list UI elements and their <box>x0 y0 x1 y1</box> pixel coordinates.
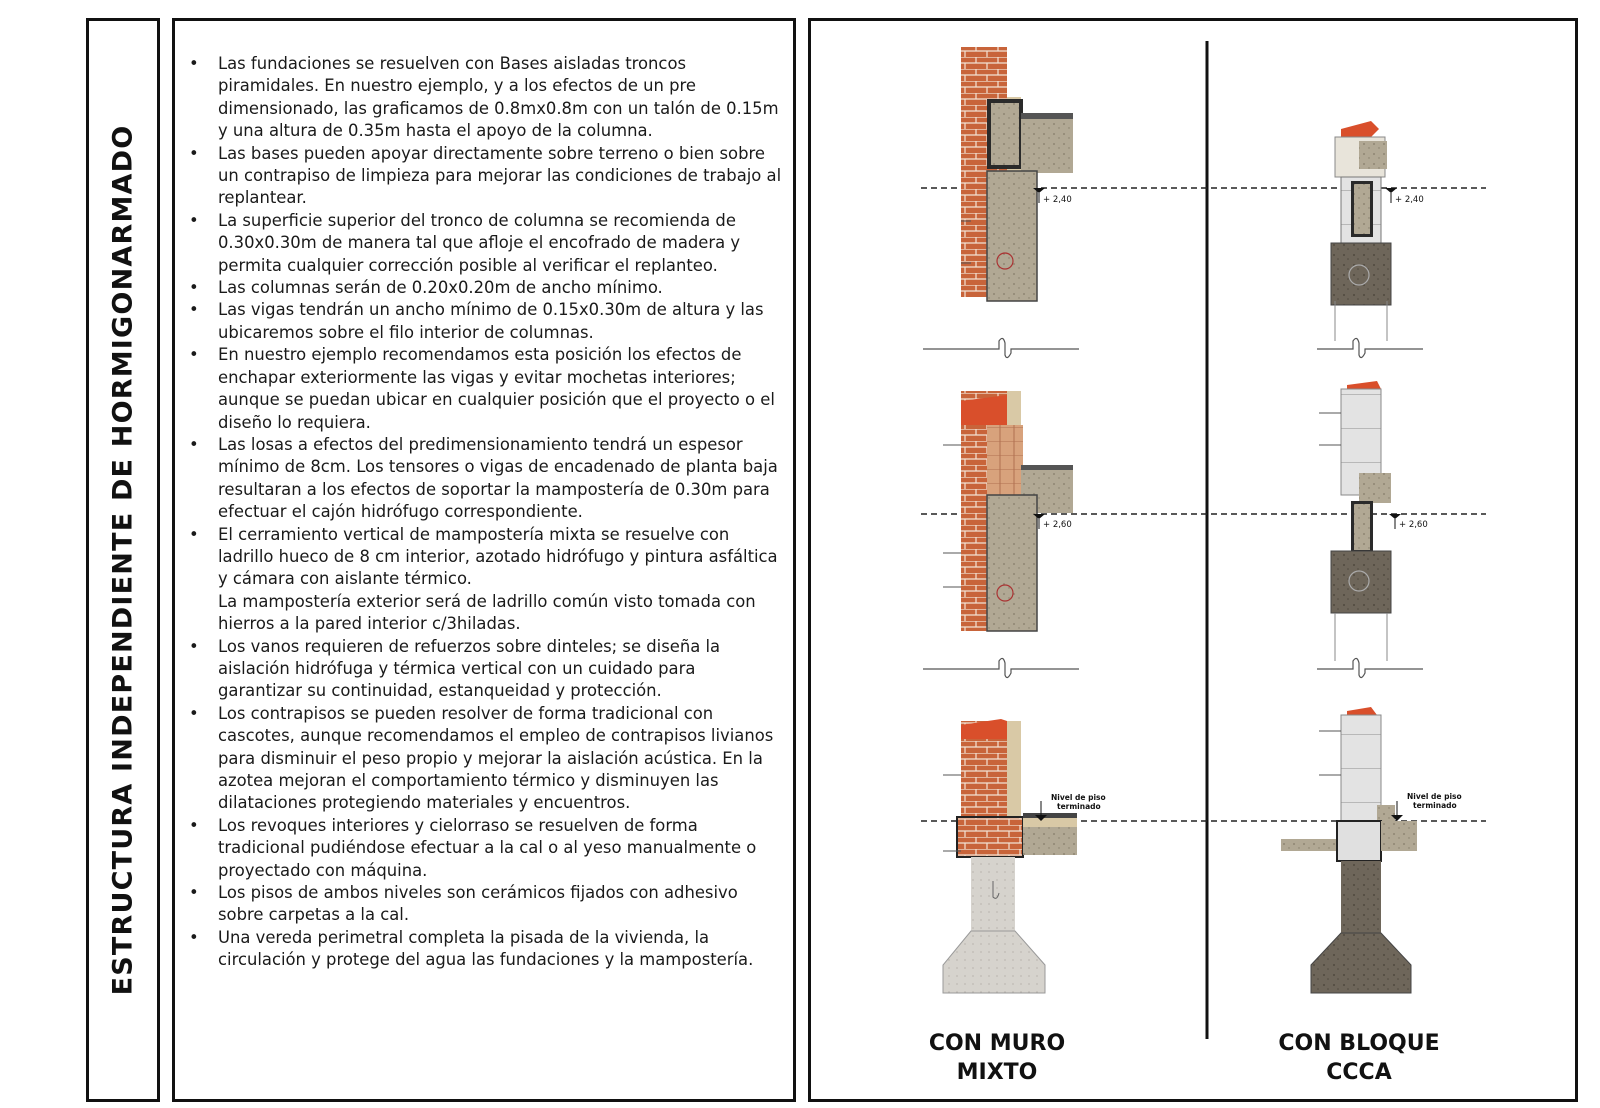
level-label-upper-left: + 2,40 <box>1043 195 1072 205</box>
left-section-bottom <box>943 719 1077 993</box>
roof-tile-top <box>1341 121 1379 137</box>
sidewalk <box>1281 839 1337 851</box>
roof-tile-middle <box>1347 381 1381 389</box>
caption-bloque-ccca <box>1259 1029 1459 1087</box>
bullet-text: Los vanos requieren de refuerzos sobre dinteles; se diseña la aislación hidrófuga y térmica vertical con un cuidado para garantizar su continuidad, estanqueidad y protección. <box>218 636 721 701</box>
level-label-middle-left: + 2,60 <box>1043 520 1072 530</box>
bullet-text: Las fundaciones se resuelven con Bases aisladas troncos piramidales. En nuestro ejemplo, y a los efectos de un pre dimensionado, las graficamos de 0.8mx0.8m con un talón de 0.15m y una altura de 0.35m hasta el apoyo de la columna. <box>218 54 779 141</box>
bullet-text: En nuestro ejemplo recomendamos esta posición los efectos de enchapar exteriormente las vigas y evitar mochetas interiores; aunque se puedan ubicar en cualquier posición que el proyecto o el diseño lo requiera. <box>218 345 775 432</box>
floor-label-left-2: terminado <box>1057 802 1101 811</box>
bullet-dot-icon: • <box>189 524 199 544</box>
left-break-2 <box>923 658 1079 677</box>
bullet-item <box>175 143 783 210</box>
right-section-middle <box>1319 381 1391 661</box>
title-panel <box>86 18 160 1102</box>
bullet-dot-icon: • <box>189 883 199 903</box>
bullet-text: El cerramiento vertical de mampostería mixta se resuelve con ladrillo hueco de 8 cm interior, azotado hidrófugo y pintura asfáltica y cámara con aislante térmico. La mampostería exterior será de ladrillo común visto tomada con hierros a la pared interior c/3hiladas. <box>218 524 778 634</box>
drawing-panel <box>808 18 1578 1102</box>
bullet-text: Las vigas tendrán un ancho mínimo de 0.15x0.30m de altura y las ubicaremos sobre el filo interior de columnas. <box>218 300 764 342</box>
text-panel <box>172 18 796 1102</box>
right-section-bottom <box>1281 707 1417 993</box>
caption-left-line1: CON MURO <box>928 1031 1066 1056</box>
bullet-dot-icon: • <box>189 703 199 723</box>
lintel-middle <box>987 425 1023 495</box>
level-marker-middle-left <box>1033 514 1072 530</box>
page-title: ESTRUCTURA INDEPENDIENTE DE HORMIGONARMADO <box>107 124 139 996</box>
column-stub-right <box>1341 861 1381 933</box>
construction-drawings <box>811 21 1575 1099</box>
chain-beam <box>957 817 1023 857</box>
bullet-item <box>175 277 783 299</box>
footing-left <box>943 931 1045 993</box>
bullet-item <box>175 210 783 277</box>
column-right-middle <box>1331 551 1391 613</box>
caption-left-line2: MIXTO <box>956 1060 1038 1085</box>
floor-slab <box>1023 827 1077 855</box>
floor-label-right-1: Nivel de piso <box>1407 792 1462 801</box>
bullet-item <box>175 434 783 524</box>
bullet-dot-icon: • <box>189 636 199 656</box>
bullet-text: Las bases pueden apoyar directamente sobre terreno o bien sobre un contrapiso de limpieza para mejorar las condiciones de trabajo al replantear. <box>218 143 782 208</box>
right-break-1 <box>1317 338 1423 357</box>
beam-top <box>991 103 1019 165</box>
bullet-text: Una vereda perimetral completa la pisada de la vivienda, la circulación y protege del agua las fundaciones y la mampostería. <box>218 927 754 970</box>
column-middle <box>987 495 1037 631</box>
footing-right <box>1311 933 1411 993</box>
level-marker-middle-right <box>1389 514 1428 530</box>
bullet-text: La superficie superior del tronco de columna se recomienda de 0.30x0.30m de manera tal que afloje el encofrado de madera y permita cualquier corrección posible al verificar el replanteo. <box>218 210 741 275</box>
level-label-upper-right: + 2,40 <box>1395 195 1424 205</box>
bullet-text: Las losas a efectos del predimensionamiento tendrá un espesor mínimo de 8cm. Los tensores o vigas de encadenado de planta baja resultaran a los efectos de soportar la mampostería de 0.30m para efectuar el cajón hidrófugo correspondiente. <box>218 434 778 522</box>
right-break-2 <box>1317 658 1423 677</box>
bullet-text: Los pisos de ambos niveles son cerámicos fijados con adhesivo sobre carpetas a la cal. <box>218 883 738 925</box>
bullet-text: Los revoques interiores y cielorraso se resuelven de forma tradicional pudiéndose efectuar a la cal o al yeso manualmente o proyectado con máquina. <box>218 815 757 880</box>
bullet-item <box>175 882 783 927</box>
right-section-top <box>1331 121 1391 341</box>
block-bottom <box>1341 715 1381 821</box>
bullet-item <box>175 703 783 815</box>
bullet-text: Las columnas serán de 0.20x0.20m de ancho mínimo. <box>218 278 663 298</box>
left-section-top <box>961 47 1073 301</box>
bullet-item <box>175 815 783 882</box>
bullet-dot-icon: • <box>189 54 199 73</box>
floor-label-right-2: terminado <box>1413 801 1457 810</box>
bullet-dot-icon: • <box>189 143 199 163</box>
left-break-1 <box>923 338 1079 357</box>
bullet-item <box>175 927 783 972</box>
bullet-item <box>175 344 783 434</box>
bullet-item <box>175 524 783 636</box>
level-label-middle-right: + 2,60 <box>1399 520 1428 530</box>
caption-right-line1: CON BLOQUE <box>1278 1031 1440 1056</box>
slab-finish-top <box>1021 113 1073 119</box>
bullet-dot-icon: • <box>189 345 199 365</box>
left-section-middle <box>943 391 1073 631</box>
slab-top <box>1021 117 1073 173</box>
level-marker-upper-left <box>1033 188 1072 205</box>
bullet-dot-icon: • <box>189 815 199 835</box>
caption-right-line2: CCCA <box>1326 1060 1392 1085</box>
level-marker-upper-right <box>1385 188 1424 205</box>
bullet-dot-icon: • <box>189 434 199 454</box>
column-right-top <box>1331 243 1391 305</box>
bullet-item <box>175 299 783 344</box>
bullet-dot-icon: • <box>189 210 199 230</box>
bullet-text: Los contrapisos se pueden resolver de forma tradicional con cascotes, aunque recomendamos el empleo de contrapisos livianos para disminuir el peso propio y mejorar la aislación acústica. En la azotea mejoran el comportamiento térmico y disminuyen las dilataciones protegiendo materiales y encuentros. <box>218 703 774 813</box>
floor-label-left-1: Nivel de piso <box>1051 793 1106 802</box>
caption-muro-mixto <box>897 1029 1097 1087</box>
bullet-item <box>175 53 783 143</box>
bullet-dot-icon: • <box>189 927 199 947</box>
bullet-dot-icon: • <box>189 278 199 298</box>
bullet-list <box>175 21 793 972</box>
bullet-item <box>175 636 783 703</box>
chain-beam-right <box>1337 821 1381 861</box>
roof-tile-bottom <box>1347 707 1377 715</box>
column-top <box>987 171 1037 301</box>
bullet-dot-icon: • <box>189 300 199 320</box>
floor-marker-right <box>1391 792 1462 821</box>
